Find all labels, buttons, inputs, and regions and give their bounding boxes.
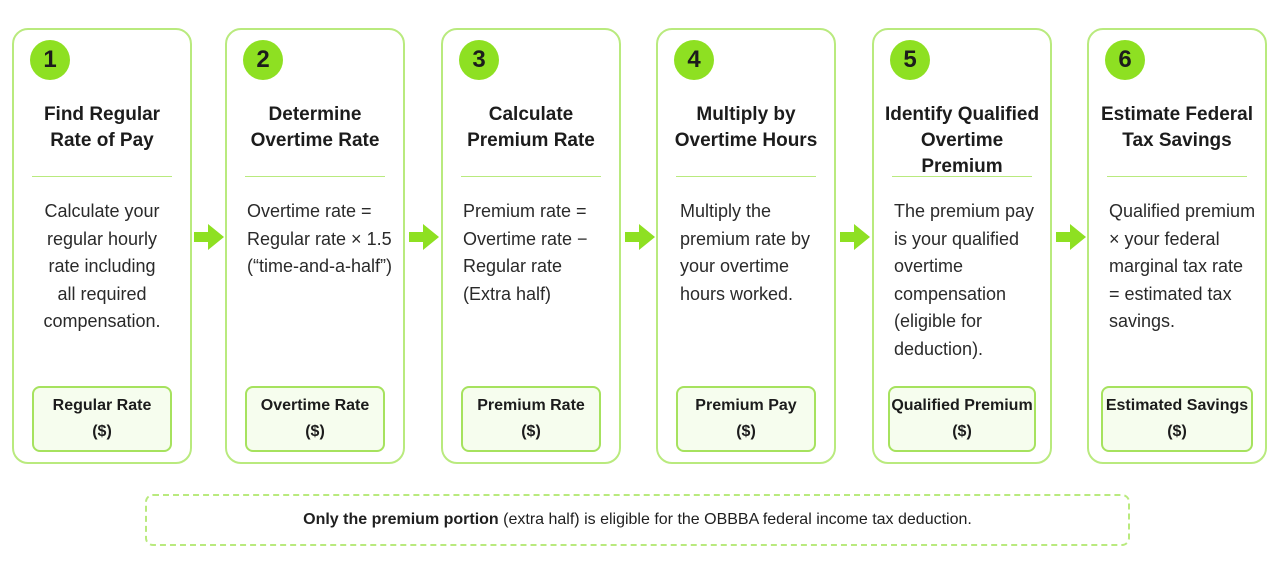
step-description: Overtime rate = Regular rate × 1.5 (“time-and-a-half”) xyxy=(247,201,393,276)
step-card-2 xyxy=(225,28,405,464)
result-label: Overtime Rate xyxy=(260,397,370,414)
step-description: Premium rate = Overtime rate − Regular rate (Extra half) xyxy=(463,201,588,304)
result-label: Regular Rate xyxy=(52,397,152,414)
divider xyxy=(245,176,385,177)
right-arrow-icon xyxy=(1056,224,1086,250)
step-card-1 xyxy=(12,28,192,464)
result-label: Estimated Savings xyxy=(1105,397,1249,414)
result-box xyxy=(676,386,816,452)
step-number-badge: 4 xyxy=(674,40,714,80)
right-arrow-icon xyxy=(409,224,439,250)
step-title: Multiply by Overtime Hours xyxy=(674,104,818,151)
footnote-box xyxy=(145,494,1130,546)
result-unit: ($) xyxy=(1167,423,1187,440)
result-unit: ($) xyxy=(521,423,541,440)
footnote-rest: (extra half) is eligible for the OBBBA federal income tax deduction. xyxy=(498,511,972,528)
step-number-badge: 2 xyxy=(243,40,283,80)
divider xyxy=(1107,176,1247,177)
step-description: Qualified premium × your federal marginal tax rate = estimated tax savings. xyxy=(1109,201,1256,331)
step-title: Calculate Premium Rate xyxy=(467,104,595,151)
right-arrow-icon xyxy=(194,224,224,250)
result-label: Qualified Premium xyxy=(891,397,1033,414)
step-title: Find Regular Rate of Pay xyxy=(43,104,161,151)
divider xyxy=(676,176,816,177)
step-card-3 xyxy=(441,28,621,464)
step-number-badge: 1 xyxy=(30,40,70,80)
step-title: Determine Overtime Rate xyxy=(250,104,380,151)
footnote-text xyxy=(303,511,972,529)
result-box xyxy=(888,386,1036,452)
result-box xyxy=(245,386,385,452)
result-box xyxy=(32,386,172,452)
result-label: Premium Pay xyxy=(695,397,797,414)
step-description: Multiply the premium rate by your overtime hours worked. xyxy=(680,201,811,304)
divider xyxy=(892,176,1032,177)
step-card-4 xyxy=(656,28,836,464)
right-arrow-icon xyxy=(625,224,655,250)
right-arrow-icon xyxy=(840,224,870,250)
result-unit: ($) xyxy=(92,423,112,440)
step-number-badge: 5 xyxy=(890,40,930,80)
result-unit: ($) xyxy=(736,423,756,440)
step-description: The premium pay is your qualified overtime compensation (eligible for deduction). xyxy=(894,201,1035,359)
divider xyxy=(461,176,601,177)
step-card-5 xyxy=(872,28,1052,464)
divider xyxy=(32,176,172,177)
result-label: Premium Rate xyxy=(477,397,585,414)
result-box xyxy=(1101,386,1253,452)
step-card-6 xyxy=(1087,28,1267,464)
step-number-badge: 6 xyxy=(1105,40,1145,80)
footnote-emphasis: Only the premium portion xyxy=(303,511,499,528)
result-unit: ($) xyxy=(305,423,325,440)
result-box xyxy=(461,386,601,452)
step-title: Estimate Federal Tax Savings xyxy=(1100,104,1254,151)
step-number-badge: 3 xyxy=(459,40,499,80)
result-unit: ($) xyxy=(952,423,972,440)
step-title: Identify Qualified Overtime Premium xyxy=(884,104,1040,177)
step-description: Calculate your regular hourly rate including all required compensation. xyxy=(43,201,161,331)
